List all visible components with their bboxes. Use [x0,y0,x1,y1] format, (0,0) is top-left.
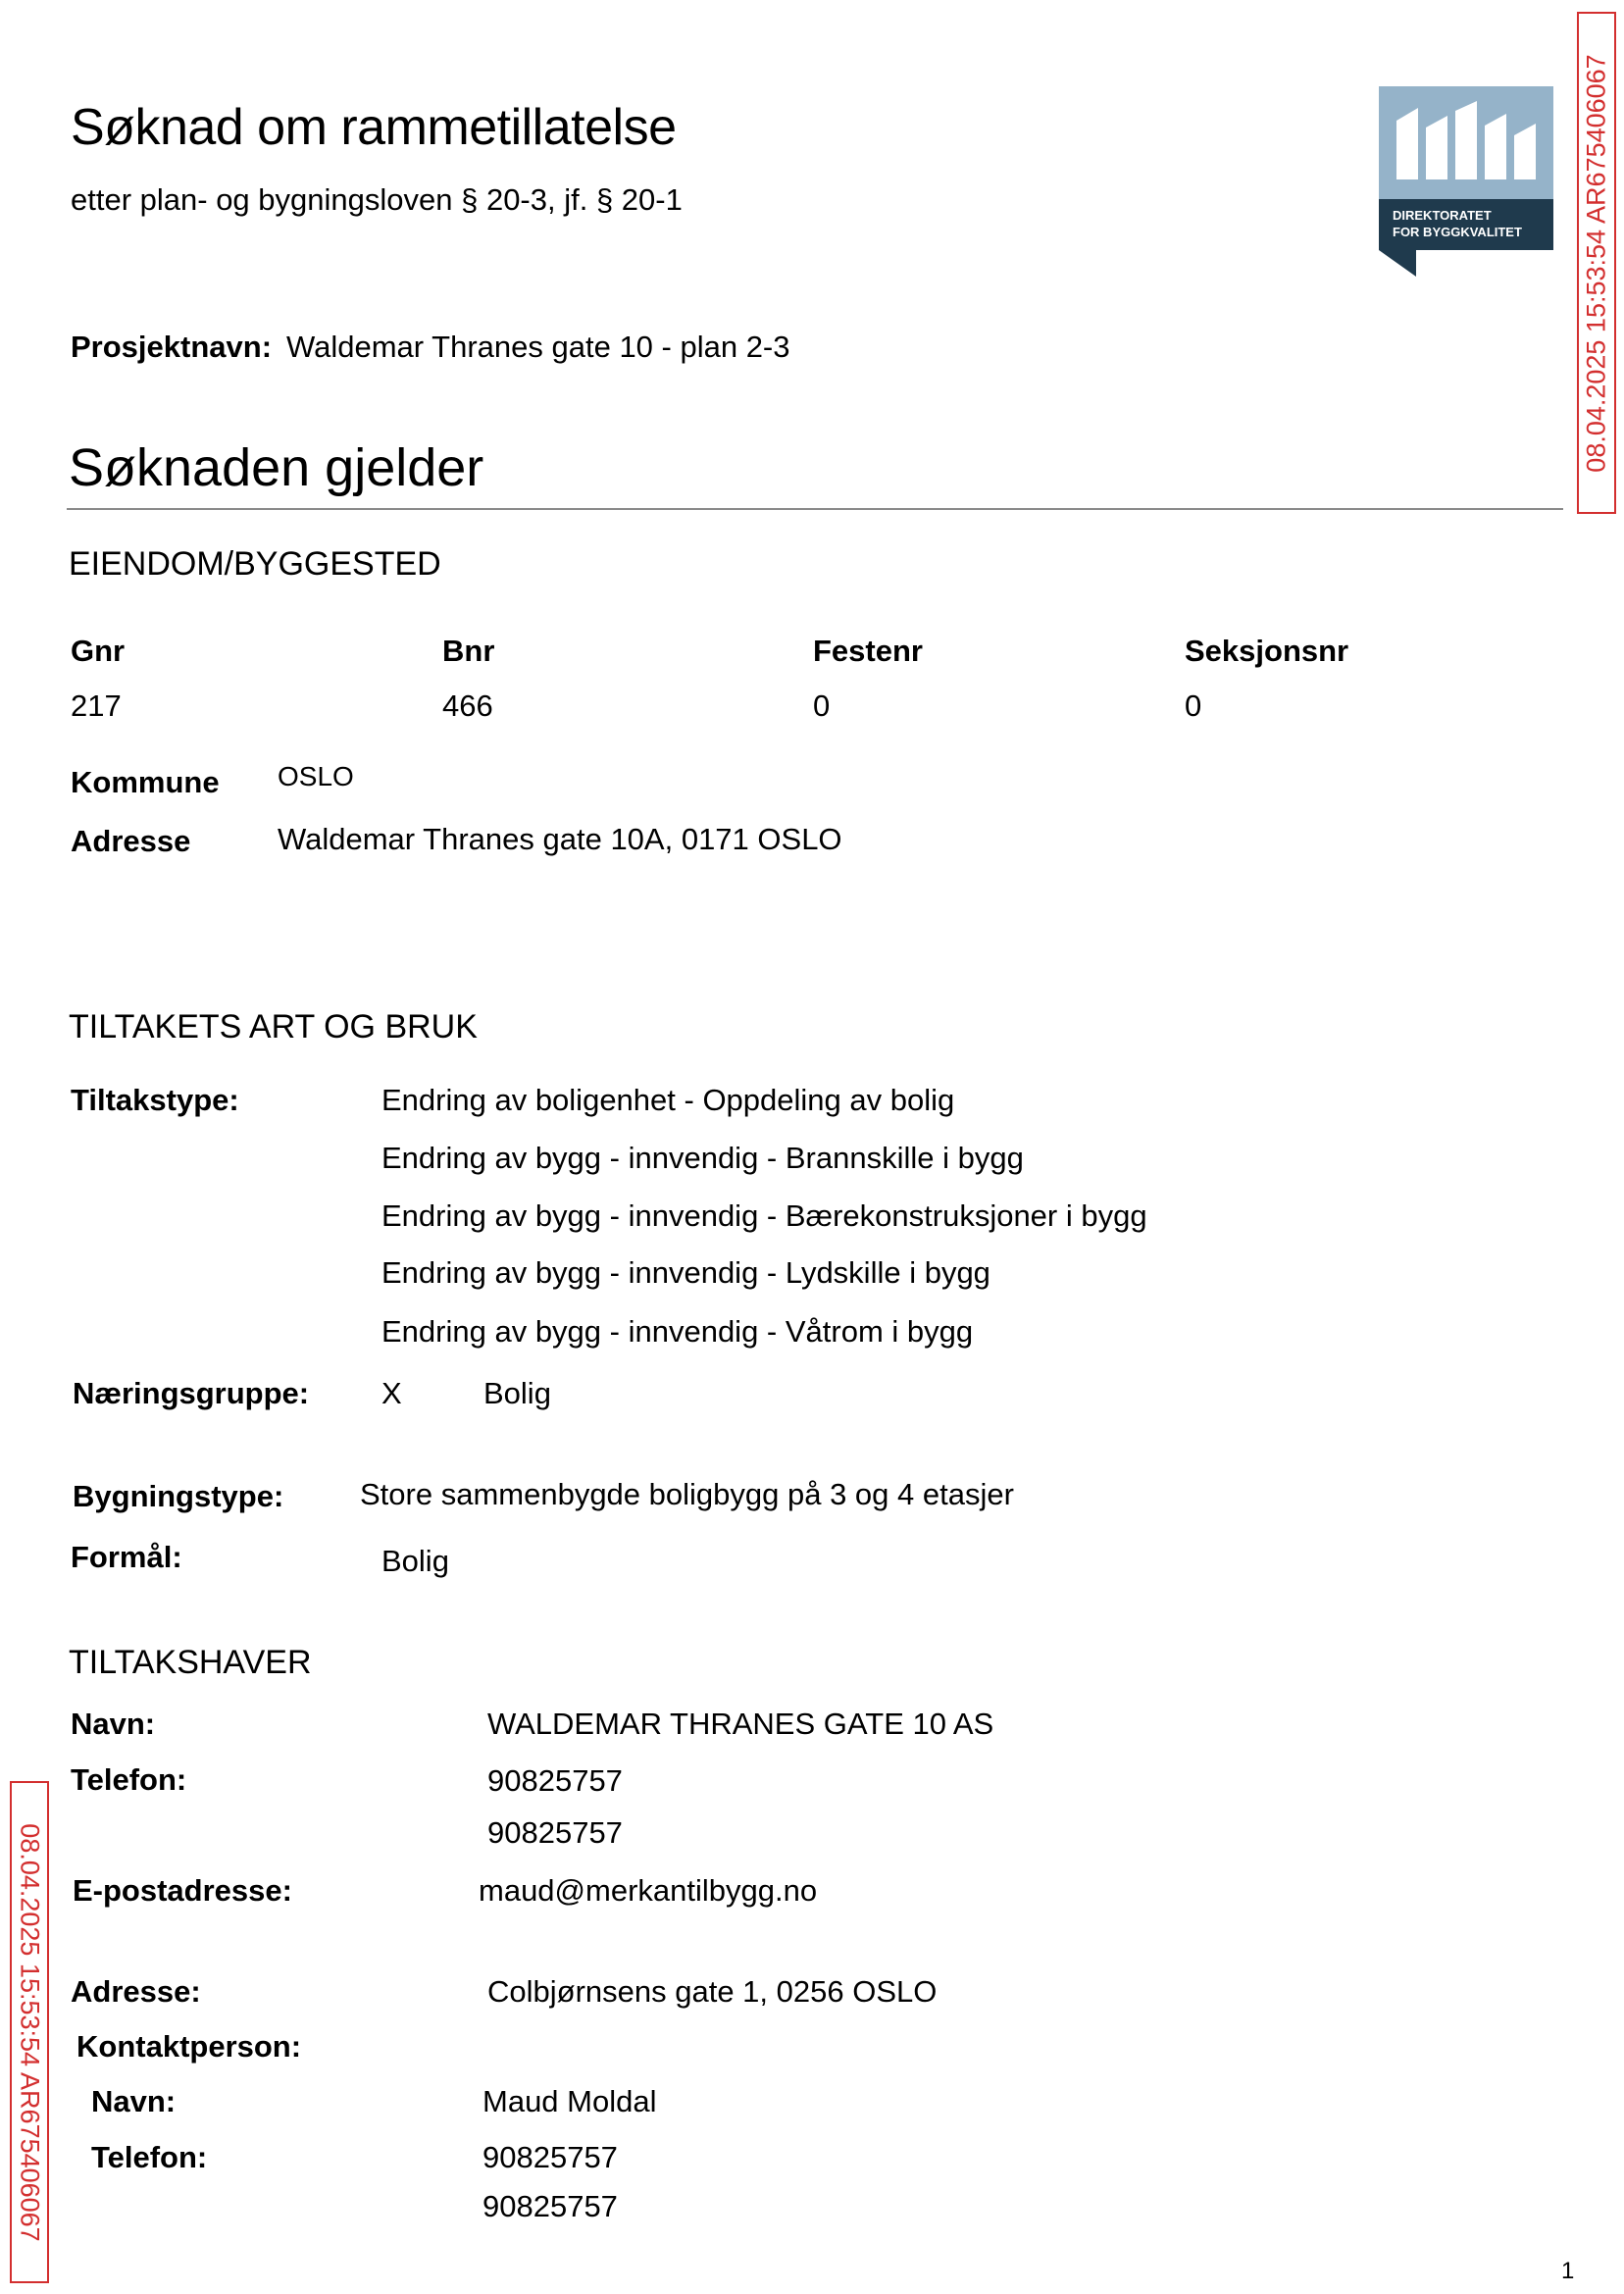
festenr-label: Festenr [813,634,923,668]
naeringsgruppe-value: Bolig [483,1376,551,1410]
naeringsgruppe-label: Næringsgruppe: [73,1376,310,1410]
document-subtitle: etter plan- og bygningsloven § 20-3, jf. § 20-1 [71,182,683,217]
logo-graphic [1379,86,1553,277]
tiltakstype-item: Endring av bygg - innvendig - Våtrom i bygg [381,1314,974,1349]
kommune-value: OSLO [278,761,354,791]
timestamp-stamp-right: 08.04.2025 15:53:54 AR675406067 [1577,12,1616,514]
dibk-logo [1379,86,1553,277]
svg-text:FOR BYGGKVALITET: FOR BYGGKVALITET [1393,225,1522,239]
adresse-value: Waldemar Thranes gate 10A, 0171 OSLO [278,822,842,856]
tiltakshaver-heading: TILTAKSHAVER [69,1644,312,1681]
gnr-value: 217 [71,688,122,723]
project-name-value: Waldemar Thranes gate 10 - plan 2-3 [286,330,790,364]
formal-value: Bolig [381,1544,449,1578]
kontaktperson-label: Kontaktperson: [76,2029,302,2064]
kontakt-telefon-label: Telefon: [91,2140,208,2174]
timestamp-stamp-left: 08.04.2025 15:53:54 AR675406067 [10,1781,49,2283]
section-divider [67,508,1563,510]
kontakt-telefon-value: 90825757 [482,2140,618,2174]
project-name-label: Prosjektnavn: [71,330,273,364]
tiltakshaver-telefon-label: Telefon: [71,1762,187,1797]
tiltakstype-item: Endring av boligenhet - Oppdeling av bolig [381,1083,955,1117]
tiltakshaver-adresse-label: Adresse: [71,1974,201,2009]
section-title: Søknaden gjelder [69,438,484,497]
page-number: 1 [1561,2258,1575,2284]
tiltakshaver-navn-label: Navn: [71,1707,156,1741]
bygningstype-label: Bygningstype: [73,1479,284,1513]
formal-label: Formål: [71,1540,182,1574]
tiltakshaver-telefon-value: 90825757 [487,1815,623,1850]
seksjonsnr-label: Seksjonsnr [1185,634,1349,668]
tiltakstype-item: Endring av bygg - innvendig - Bærekonstruksjoner i bygg [381,1198,1147,1233]
tiltakstype-item: Endring av bygg - innvendig - Lydskille i bygg [381,1255,990,1290]
bygningstype-value: Store sammenbygde boligbygg på 3 og 4 etasjer [360,1477,1014,1511]
bnr-label: Bnr [442,634,495,668]
kontakt-navn-value: Maud Moldal [482,2084,657,2118]
festenr-value: 0 [813,688,831,723]
epost-label: E-postadresse: [73,1873,292,1908]
epost-value: maud@merkantilbygg.no [479,1873,818,1908]
eiendom-heading: EIENDOM/BYGGESTED [69,545,441,583]
adresse-label: Adresse [71,824,191,858]
kontakt-telefon-value: 90825757 [482,2189,618,2223]
tiltak-heading: TILTAKETS ART OG BRUK [69,1008,478,1045]
bnr-value: 466 [442,688,493,723]
tiltakshaver-adresse-value: Colbjørnsens gate 1, 0256 OSLO [487,1974,938,2009]
gnr-label: Gnr [71,634,126,668]
tiltakshaver-telefon-value: 90825757 [487,1763,623,1798]
kontakt-navn-label: Navn: [91,2084,177,2118]
svg-text:DIREKTORATET: DIREKTORATET [1393,208,1492,223]
seksjonsnr-value: 0 [1185,688,1202,723]
kommune-label: Kommune [71,765,220,799]
tiltakstype-item: Endring av bygg - innvendig - Brannskille i bygg [381,1141,1024,1175]
tiltakshaver-navn-value: WALDEMAR THRANES GATE 10 AS [487,1707,994,1741]
naeringsgruppe-code: X [381,1376,402,1410]
document-title: Søknad om rammetillatelse [71,99,677,156]
tiltakstype-label: Tiltakstype: [71,1083,239,1117]
